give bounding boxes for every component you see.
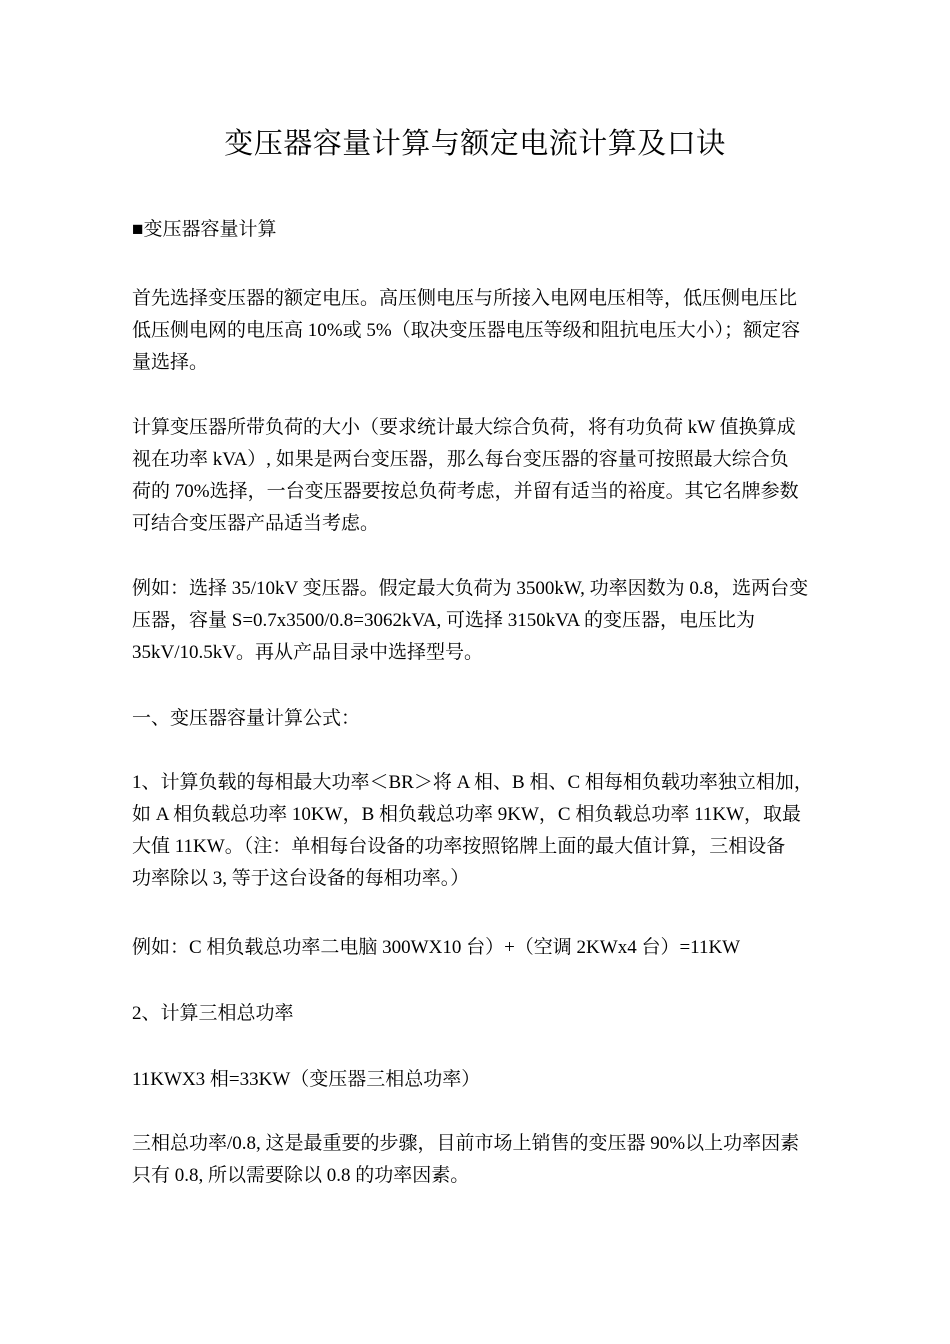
text-line: 可结合变压器产品适当考虑。	[132, 513, 380, 534]
paragraph-power-factor	[132, 1128, 822, 1192]
text-line: 大值 11KW。（注：单相每台设备的功率按照铭牌上面的最大值计算，三相设备	[132, 836, 786, 857]
paragraph-step-1	[132, 767, 822, 895]
text-line: 11KWX3 相=33KW（变压器三相总功率）	[132, 1069, 481, 1090]
text-line: 计算变压器所带负荷的大小（要求统计最大综合负荷，将有功负荷 kW 值换算成	[132, 417, 796, 438]
text-line: 2、计算三相总功率	[132, 1003, 294, 1024]
text-line: 首先选择变压器的额定电压。高压侧电压与所接入电网电压相等，低压侧电压比	[132, 288, 798, 309]
text-line: 三相总功率/0.8, 这是最重要的步骤，目前市场上销售的变压器 90%以上功率因素	[132, 1133, 800, 1154]
text-line: 35kV/10.5kV。再从产品目录中选择型号。	[132, 642, 483, 663]
text-line: 例如：C 相负载总功率二电脑 300WX10 台）+（空调 2KWx4 台）=11KW	[132, 937, 741, 958]
paragraph-rated-voltage	[132, 283, 822, 379]
section-heading	[132, 214, 822, 246]
paragraph-total-power	[132, 1064, 822, 1096]
text-line: 只有 0.8, 所以需要除以 0.8 的功率因素。	[132, 1165, 470, 1186]
page-title: 变压器容量计算与额定电流计算及口诀	[224, 128, 726, 160]
text-line: 荷的 70%选择，一台变压器要按总负荷考虑，并留有适当的裕度。其它名牌参数	[132, 481, 799, 502]
paragraph-example-c-phase	[132, 932, 822, 964]
text-line: 低压侧电网的电压高 10%或 5%（取决变压器电压等级和阻抗电压大小）；额定容	[132, 320, 801, 341]
text-line: 压器，容量 S=0.7x3500/0.8=3062kVA, 可选择 3150kVA 的变压器，电压比为	[132, 610, 755, 631]
paragraph-example-35kv	[132, 573, 822, 669]
paragraph-load-calculation	[132, 412, 822, 540]
paragraph-step-2	[132, 998, 822, 1030]
section-heading-text: ■变压器容量计算	[132, 219, 277, 240]
text-line: 一、变压器容量计算公式：	[132, 708, 361, 729]
text-line: 例如：选择 35/10kV 变压器。假定最大负荷为 3500kW, 功率因数为 0.8，选两台变	[132, 578, 809, 599]
text-line: 1、计算负载的每相最大功率＜BR＞将 A 相、B 相、C 相每相负载功率独立相加，	[132, 772, 813, 793]
paragraph-formula-heading	[132, 703, 822, 735]
text-line: 如 A 相负载总功率 10KW，B 相负载总功率 9KW，C 相负载总功率 11KW，取最	[132, 804, 802, 825]
text-line: 功率除以 3, 等于这台设备的每相功率。）	[132, 868, 470, 889]
text-line: 视在功率 kVA）, 如果是两台变压器，那么每台变压器的容量可按照最大综合负	[132, 449, 789, 470]
text-line: 量选择。	[132, 352, 209, 373]
